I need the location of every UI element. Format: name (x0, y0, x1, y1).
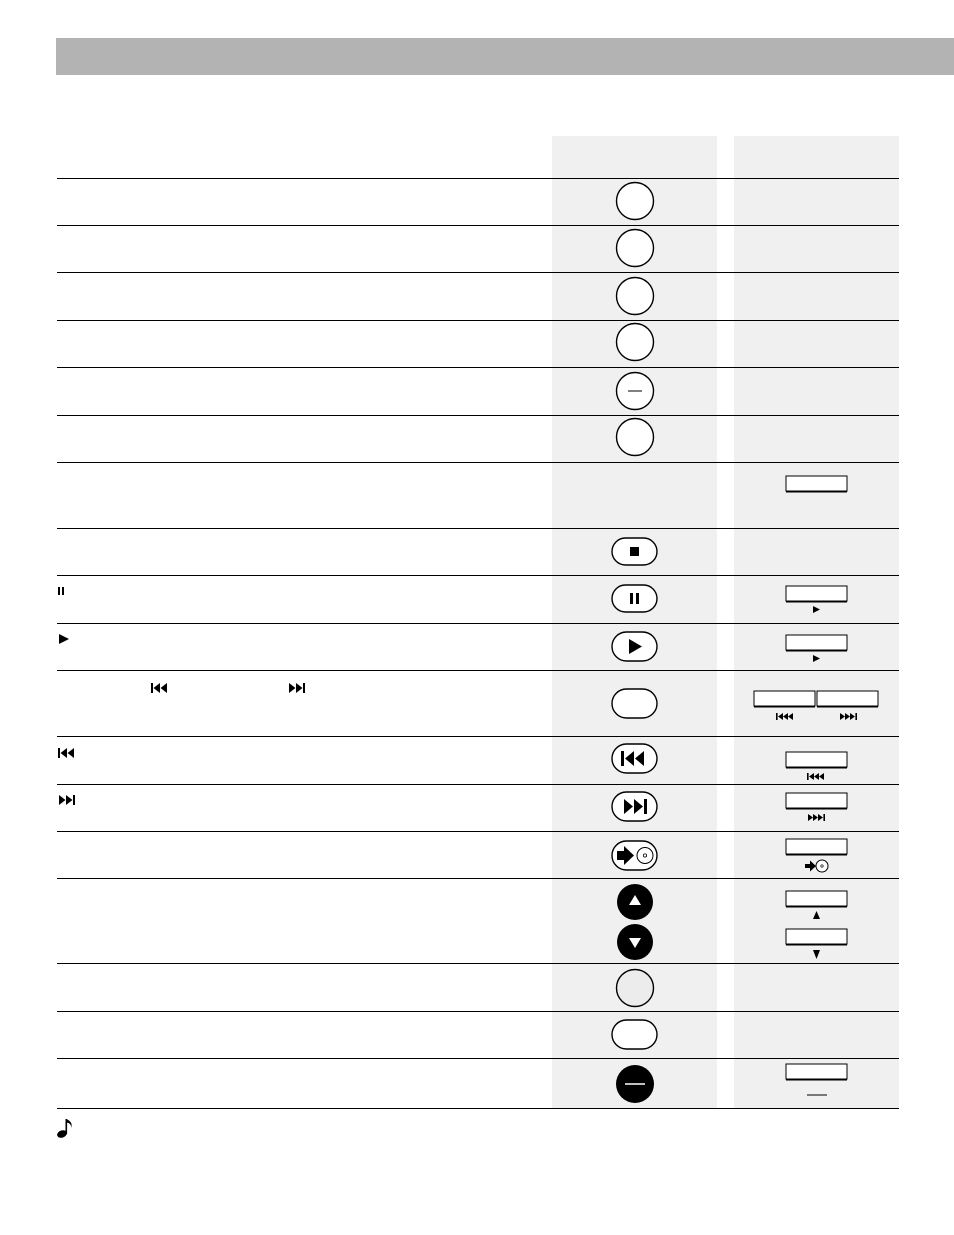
table-row (57, 463, 899, 528)
table-row (57, 1059, 899, 1108)
down-button-icon[interactable] (616, 923, 654, 961)
console-key-play-icon[interactable] (785, 634, 849, 664)
table-rule (57, 1108, 899, 1109)
console-key-up-icon[interactable] (785, 890, 849, 922)
table-row (57, 624, 899, 670)
up-button-icon[interactable] (616, 883, 654, 921)
disc-change-button-icon[interactable] (611, 840, 659, 872)
table-row (57, 273, 899, 320)
table-row (57, 529, 899, 575)
header-bar (56, 38, 954, 75)
black-minus-button-icon[interactable] (615, 1064, 655, 1104)
play-button-icon[interactable] (611, 631, 659, 663)
round-button-icon[interactable] (615, 322, 655, 362)
table-row (57, 226, 899, 272)
pause-button-icon[interactable] (611, 584, 659, 614)
table-row (57, 785, 899, 831)
table-row (57, 1012, 899, 1058)
skip-forward-icon (57, 794, 77, 806)
oval-button-icon[interactable] (611, 1019, 659, 1051)
skip-back-icon (150, 681, 170, 699)
table-row (57, 879, 899, 963)
console-key-up-down-icons (734, 879, 899, 963)
round-button-icon[interactable] (615, 417, 655, 457)
console-key-pair-skip-icon[interactable] (753, 690, 881, 724)
footnote (56, 1117, 74, 1144)
music-note-icon (56, 1117, 74, 1144)
pause-icon (57, 586, 65, 596)
round-button-icon[interactable] (615, 276, 655, 316)
round-button-icon[interactable] (615, 181, 655, 221)
skip-forward-icon (287, 681, 307, 699)
skip-back-button-icon[interactable] (611, 743, 659, 775)
round-button-icon[interactable] (615, 228, 655, 268)
console-key-play-icon[interactable] (785, 585, 849, 615)
table-row (57, 576, 899, 623)
up-down-button-icons (552, 879, 717, 963)
console-key-disc-icon[interactable] (785, 838, 849, 878)
table-row (57, 416, 899, 462)
console-key-skip-back-icon[interactable] (785, 751, 849, 783)
console-key-down-icon[interactable] (785, 928, 849, 962)
oval-button-icon[interactable] (611, 688, 659, 720)
console-key-skip-forward-icon[interactable] (785, 792, 849, 824)
table-row (57, 368, 899, 415)
play-icon (57, 633, 71, 645)
console-key-minus-icon[interactable] (785, 1063, 849, 1101)
table-row (57, 832, 899, 878)
grey-round-button-icon[interactable] (615, 968, 655, 1008)
skip-back-icon (57, 747, 77, 759)
table-row (57, 671, 899, 736)
table-row (57, 179, 899, 225)
table-row (57, 321, 899, 367)
table-row (57, 964, 899, 1011)
table-row (57, 737, 899, 784)
skip-forward-button-icon[interactable] (611, 791, 659, 823)
stop-button-icon[interactable] (611, 537, 659, 567)
minus-button-icon[interactable] (615, 371, 655, 411)
console-key-icon[interactable] (785, 475, 849, 495)
